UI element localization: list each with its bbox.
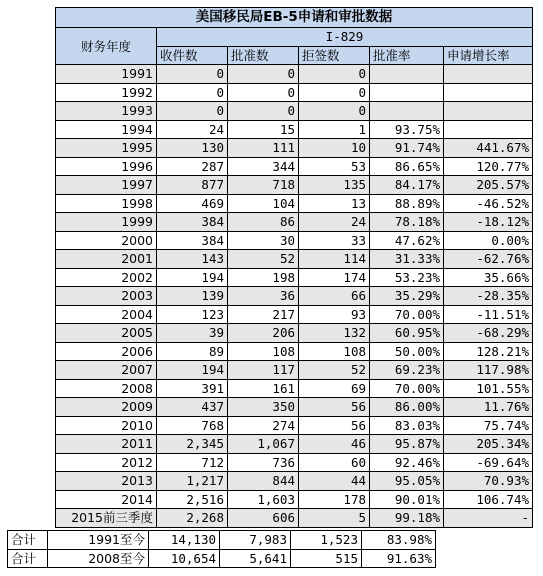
approved-cell: 350 bbox=[228, 398, 299, 417]
denied-cell: 0 bbox=[299, 102, 370, 121]
total-received-cell: 10,654 bbox=[149, 549, 220, 568]
received-cell: 391 bbox=[157, 379, 228, 398]
approved-cell: 206 bbox=[228, 324, 299, 343]
year-cell: 2015前三季度 bbox=[56, 509, 157, 528]
received-cell: 0 bbox=[157, 65, 228, 84]
denied-cell: 135 bbox=[299, 176, 370, 195]
growth-rate-cell: -11.51% bbox=[444, 305, 533, 324]
table-row bbox=[56, 324, 533, 343]
approved-cell: 52 bbox=[228, 250, 299, 269]
year-cell: 2001 bbox=[56, 250, 157, 269]
total-denied-cell: 515 bbox=[291, 549, 362, 568]
approved-cell: 198 bbox=[228, 268, 299, 287]
received-cell: 89 bbox=[157, 342, 228, 361]
approval-rate-cell bbox=[370, 65, 444, 84]
growth-rate-cell: 441.67% bbox=[444, 139, 533, 158]
table-row bbox=[56, 509, 533, 528]
total-approval-rate-cell: 91.63% bbox=[362, 549, 436, 568]
received-cell: 2,268 bbox=[157, 509, 228, 528]
eb5-data-table bbox=[55, 7, 533, 528]
approval-rate-cell bbox=[370, 102, 444, 121]
fiscal-year-header: 财务年度 bbox=[56, 28, 157, 65]
growth-rate-cell: -69.64% bbox=[444, 453, 533, 472]
growth-rate-cell: 120.77% bbox=[444, 157, 533, 176]
denied-cell: 178 bbox=[299, 490, 370, 509]
growth-rate-cell: 0.00% bbox=[444, 231, 533, 250]
received-cell: 469 bbox=[157, 194, 228, 213]
denied-cell: 69 bbox=[299, 379, 370, 398]
table-row bbox=[56, 213, 533, 232]
approved-cell: 161 bbox=[228, 379, 299, 398]
year-cell: 2007 bbox=[56, 361, 157, 380]
table-row bbox=[56, 65, 533, 84]
approval-rate-cell: 84.17% bbox=[370, 176, 444, 195]
approval-rate-cell: 86.65% bbox=[370, 157, 444, 176]
approval-rate-cell: 50.00% bbox=[370, 342, 444, 361]
approved-cell: 718 bbox=[228, 176, 299, 195]
year-cell: 1999 bbox=[56, 213, 157, 232]
approved-cell: 1,067 bbox=[228, 435, 299, 454]
year-cell: 2010 bbox=[56, 416, 157, 435]
approved-cell: 0 bbox=[228, 83, 299, 102]
year-cell: 1994 bbox=[56, 120, 157, 139]
table-row bbox=[56, 268, 533, 287]
denied-cell: 114 bbox=[299, 250, 370, 269]
growth-rate-cell bbox=[444, 102, 533, 121]
year-cell: 2006 bbox=[56, 342, 157, 361]
table-row bbox=[56, 83, 533, 102]
approved-cell: 104 bbox=[228, 194, 299, 213]
year-cell: 2000 bbox=[56, 231, 157, 250]
received-cell: 384 bbox=[157, 231, 228, 250]
received-cell: 384 bbox=[157, 213, 228, 232]
approved-cell: 117 bbox=[228, 361, 299, 380]
table-row bbox=[56, 398, 533, 417]
approval-rate-cell: 86.00% bbox=[370, 398, 444, 417]
approval-rate-cell: 93.75% bbox=[370, 120, 444, 139]
growth-rate-cell: 128.21% bbox=[444, 342, 533, 361]
approved-cell: 30 bbox=[228, 231, 299, 250]
table-row bbox=[56, 157, 533, 176]
denied-cell: 132 bbox=[299, 324, 370, 343]
total-label-cell: 合计 bbox=[8, 549, 48, 568]
approved-cell: 36 bbox=[228, 287, 299, 306]
approved-cell: 736 bbox=[228, 453, 299, 472]
growth-rate-cell bbox=[444, 120, 533, 139]
approval-rate-cell: 69.23% bbox=[370, 361, 444, 380]
year-cell: 2005 bbox=[56, 324, 157, 343]
approved-cell: 0 bbox=[228, 65, 299, 84]
approved-cell: 111 bbox=[228, 139, 299, 158]
received-cell: 194 bbox=[157, 268, 228, 287]
year-cell: 1995 bbox=[56, 139, 157, 158]
column-header-approved: 批准数 bbox=[228, 46, 299, 65]
approval-rate-cell bbox=[370, 83, 444, 102]
approval-rate-cell: 88.89% bbox=[370, 194, 444, 213]
year-cell: 2012 bbox=[56, 453, 157, 472]
approval-rate-cell: 78.18% bbox=[370, 213, 444, 232]
approved-cell: 108 bbox=[228, 342, 299, 361]
growth-rate-cell: -68.29% bbox=[444, 324, 533, 343]
table-row bbox=[56, 120, 533, 139]
denied-cell: 46 bbox=[299, 435, 370, 454]
received-cell: 877 bbox=[157, 176, 228, 195]
denied-cell: 0 bbox=[299, 83, 370, 102]
growth-rate-cell: 75.74% bbox=[444, 416, 533, 435]
totals-row bbox=[8, 531, 436, 550]
growth-rate-cell: 35.66% bbox=[444, 268, 533, 287]
growth-rate-cell bbox=[444, 83, 533, 102]
denied-cell: 5 bbox=[299, 509, 370, 528]
growth-rate-cell: -62.76% bbox=[444, 250, 533, 269]
total-period-cell: 2008至今 bbox=[48, 549, 149, 568]
total-period-cell: 1991至今 bbox=[48, 531, 149, 550]
received-cell: 139 bbox=[157, 287, 228, 306]
year-cell: 1992 bbox=[56, 83, 157, 102]
table-row bbox=[56, 416, 533, 435]
year-cell: 1993 bbox=[56, 102, 157, 121]
received-cell: 712 bbox=[157, 453, 228, 472]
growth-rate-cell: 205.57% bbox=[444, 176, 533, 195]
approval-rate-cell: 47.62% bbox=[370, 231, 444, 250]
denied-cell: 52 bbox=[299, 361, 370, 380]
approval-rate-cell: 95.05% bbox=[370, 472, 444, 491]
denied-cell: 66 bbox=[299, 287, 370, 306]
column-header-approval-rate: 批准率 bbox=[370, 46, 444, 65]
total-approved-cell: 7,983 bbox=[220, 531, 291, 550]
table-row bbox=[56, 250, 533, 269]
approved-cell: 344 bbox=[228, 157, 299, 176]
denied-cell: 44 bbox=[299, 472, 370, 491]
approval-rate-cell: 95.87% bbox=[370, 435, 444, 454]
column-header-denied: 拒签数 bbox=[299, 46, 370, 65]
growth-rate-cell bbox=[444, 65, 533, 84]
received-cell: 24 bbox=[157, 120, 228, 139]
approval-rate-cell: 83.03% bbox=[370, 416, 444, 435]
growth-rate-cell: 101.55% bbox=[444, 379, 533, 398]
denied-cell: 53 bbox=[299, 157, 370, 176]
totals-row bbox=[8, 549, 436, 568]
received-cell: 2,516 bbox=[157, 490, 228, 509]
growth-rate-cell: 70.93% bbox=[444, 472, 533, 491]
approval-rate-cell: 31.33% bbox=[370, 250, 444, 269]
table-row bbox=[56, 435, 533, 454]
growth-rate-cell: 205.34% bbox=[444, 435, 533, 454]
received-cell: 39 bbox=[157, 324, 228, 343]
totals-table bbox=[7, 530, 436, 568]
column-header-growth-rate: 申请增长率 bbox=[444, 46, 533, 65]
table-row bbox=[56, 176, 533, 195]
year-cell: 1991 bbox=[56, 65, 157, 84]
received-cell: 0 bbox=[157, 102, 228, 121]
approval-rate-cell: 91.74% bbox=[370, 139, 444, 158]
total-label-cell: 合计 bbox=[8, 531, 48, 550]
year-cell: 2004 bbox=[56, 305, 157, 324]
table-row bbox=[56, 287, 533, 306]
year-cell: 2014 bbox=[56, 490, 157, 509]
approval-rate-cell: 53.23% bbox=[370, 268, 444, 287]
denied-cell: 56 bbox=[299, 416, 370, 435]
growth-rate-cell: 117.98% bbox=[444, 361, 533, 380]
received-cell: 143 bbox=[157, 250, 228, 269]
total-received-cell: 14,130 bbox=[149, 531, 220, 550]
denied-cell: 0 bbox=[299, 65, 370, 84]
form-header: I-829 bbox=[157, 28, 533, 47]
denied-cell: 10 bbox=[299, 139, 370, 158]
approved-cell: 86 bbox=[228, 213, 299, 232]
growth-rate-cell: -28.35% bbox=[444, 287, 533, 306]
approved-cell: 606 bbox=[228, 509, 299, 528]
approval-rate-cell: 60.95% bbox=[370, 324, 444, 343]
received-cell: 437 bbox=[157, 398, 228, 417]
table-row bbox=[56, 379, 533, 398]
growth-rate-cell: 11.76% bbox=[444, 398, 533, 417]
table-row bbox=[56, 453, 533, 472]
denied-cell: 174 bbox=[299, 268, 370, 287]
denied-cell: 56 bbox=[299, 398, 370, 417]
column-header-received: 收件数 bbox=[157, 46, 228, 65]
approved-cell: 1,603 bbox=[228, 490, 299, 509]
year-cell: 2003 bbox=[56, 287, 157, 306]
table-row bbox=[56, 305, 533, 324]
denied-cell: 60 bbox=[299, 453, 370, 472]
denied-cell: 108 bbox=[299, 342, 370, 361]
growth-rate-cell: - bbox=[444, 509, 533, 528]
total-approval-rate-cell: 83.98% bbox=[362, 531, 436, 550]
table-row bbox=[56, 139, 533, 158]
table-row bbox=[56, 231, 533, 250]
received-cell: 287 bbox=[157, 157, 228, 176]
table-row bbox=[56, 102, 533, 121]
table-row bbox=[56, 194, 533, 213]
year-cell: 1996 bbox=[56, 157, 157, 176]
received-cell: 2,345 bbox=[157, 435, 228, 454]
approval-rate-cell: 70.00% bbox=[370, 305, 444, 324]
received-cell: 1,217 bbox=[157, 472, 228, 491]
table-row bbox=[56, 361, 533, 380]
approved-cell: 844 bbox=[228, 472, 299, 491]
growth-rate-cell: -46.52% bbox=[444, 194, 533, 213]
received-cell: 768 bbox=[157, 416, 228, 435]
received-cell: 123 bbox=[157, 305, 228, 324]
received-cell: 0 bbox=[157, 83, 228, 102]
year-cell: 1997 bbox=[56, 176, 157, 195]
table-title: 美国移民局EB-5申请和审批数据 bbox=[56, 8, 533, 28]
denied-cell: 1 bbox=[299, 120, 370, 139]
approval-rate-cell: 70.00% bbox=[370, 379, 444, 398]
denied-cell: 24 bbox=[299, 213, 370, 232]
denied-cell: 33 bbox=[299, 231, 370, 250]
year-cell: 2008 bbox=[56, 379, 157, 398]
table-row bbox=[56, 490, 533, 509]
total-denied-cell: 1,523 bbox=[291, 531, 362, 550]
growth-rate-cell: 106.74% bbox=[444, 490, 533, 509]
year-cell: 2011 bbox=[56, 435, 157, 454]
approval-rate-cell: 92.46% bbox=[370, 453, 444, 472]
table-row bbox=[56, 472, 533, 491]
table-row bbox=[56, 342, 533, 361]
approved-cell: 217 bbox=[228, 305, 299, 324]
approved-cell: 274 bbox=[228, 416, 299, 435]
received-cell: 130 bbox=[157, 139, 228, 158]
approved-cell: 15 bbox=[228, 120, 299, 139]
year-cell: 2013 bbox=[56, 472, 157, 491]
approval-rate-cell: 35.29% bbox=[370, 287, 444, 306]
approval-rate-cell: 99.18% bbox=[370, 509, 444, 528]
approval-rate-cell: 90.01% bbox=[370, 490, 444, 509]
year-cell: 2002 bbox=[56, 268, 157, 287]
approved-cell: 0 bbox=[228, 102, 299, 121]
year-cell: 2009 bbox=[56, 398, 157, 417]
denied-cell: 93 bbox=[299, 305, 370, 324]
total-approved-cell: 5,641 bbox=[220, 549, 291, 568]
year-cell: 1998 bbox=[56, 194, 157, 213]
denied-cell: 13 bbox=[299, 194, 370, 213]
growth-rate-cell: -18.12% bbox=[444, 213, 533, 232]
received-cell: 194 bbox=[157, 361, 228, 380]
